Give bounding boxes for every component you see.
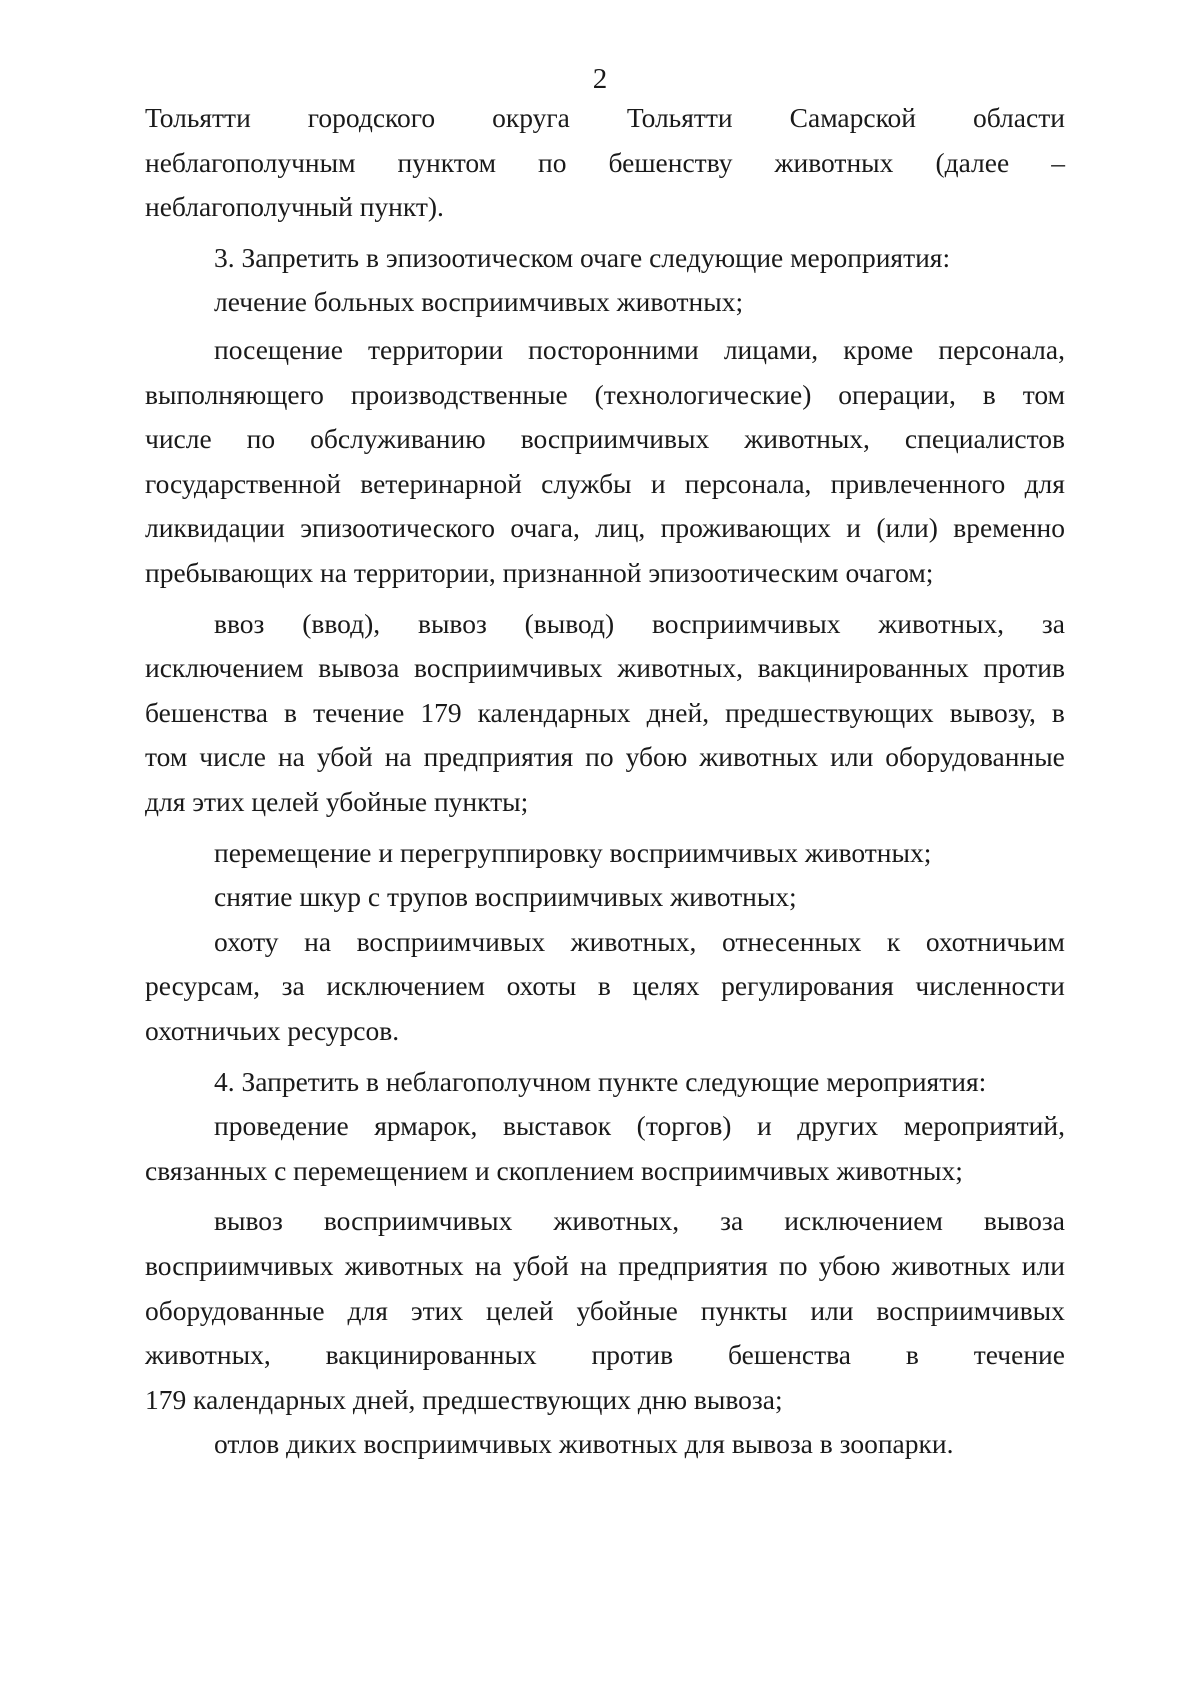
- word: восприимчивых: [356, 926, 546, 957]
- word: животных,: [553, 1205, 680, 1236]
- word: кроме: [843, 334, 914, 365]
- word: животных: [774, 147, 894, 178]
- word: (или): [876, 512, 938, 543]
- text-line: 4. Запретить в неблагополучном пункте следующие мероприятия:: [214, 1066, 987, 1097]
- word: восприимчивых: [651, 608, 841, 639]
- word: округа: [492, 102, 570, 133]
- word: городского: [307, 102, 436, 133]
- word: восприимчивых: [145, 1250, 334, 1281]
- text-line: [214, 333, 1065, 367]
- word: в: [905, 1339, 919, 1370]
- word: для: [1024, 468, 1065, 499]
- word: численности: [915, 970, 1065, 1001]
- word: животных,: [878, 608, 1005, 639]
- word: посторонними: [528, 334, 699, 365]
- word: животных,: [617, 652, 743, 683]
- word: восприимчивых: [323, 1205, 513, 1236]
- word: территории: [368, 334, 504, 365]
- word: этих: [410, 1295, 464, 1326]
- text-line: неблагополучный пункт).: [145, 191, 444, 222]
- word: оборудованные: [145, 1295, 325, 1326]
- text-line: перемещение и перегруппировку восприимчивых животных;: [214, 837, 932, 868]
- word: или: [1021, 1250, 1065, 1281]
- word: животных: [699, 741, 819, 772]
- word: за: [1041, 608, 1065, 639]
- word: привлеченного: [830, 468, 1006, 499]
- word: выставок: [502, 1110, 612, 1141]
- text-line: отлов диких восприимчивых животных для вывоза в зоопарки.: [214, 1428, 954, 1459]
- word: животных: [891, 1250, 1011, 1281]
- word: охоту: [214, 926, 279, 957]
- word: оборудованные: [885, 741, 1065, 772]
- word: в: [284, 697, 298, 728]
- word: выполняющего: [145, 379, 324, 410]
- word: бешенства: [728, 1339, 851, 1370]
- word: предшествующих: [725, 697, 934, 728]
- word: (вывод): [524, 608, 615, 639]
- word: производственные: [350, 379, 568, 410]
- word: убой: [316, 741, 373, 772]
- text-line: [214, 1109, 1065, 1143]
- word: или: [830, 741, 874, 772]
- word: к: [886, 926, 901, 957]
- word: 179: [420, 697, 462, 728]
- word: охотничьим: [925, 926, 1065, 957]
- word: (торгов): [636, 1110, 732, 1141]
- text-line: [145, 378, 1065, 412]
- word: –: [1051, 147, 1065, 178]
- word: очага,: [510, 512, 580, 543]
- word: специалистов: [904, 423, 1065, 454]
- word: по: [538, 147, 567, 178]
- word: целях: [632, 970, 700, 1001]
- word: мероприятий,: [903, 1110, 1065, 1141]
- word: числе: [199, 741, 266, 772]
- word: и: [757, 1110, 772, 1141]
- text-line: [214, 925, 1065, 959]
- word: ветеринарной: [360, 468, 522, 499]
- text-line: связанных с перемещением и скоплением восприимчивых животных;: [145, 1155, 963, 1186]
- word: календарных: [477, 697, 631, 728]
- word: неблагополучным: [145, 147, 356, 178]
- text-line: [145, 1294, 1065, 1328]
- word: Самарской: [789, 102, 916, 133]
- word: вакцинированных: [325, 1339, 537, 1370]
- word: убою: [818, 1250, 881, 1281]
- word: убойные: [576, 1295, 678, 1326]
- word: посещение: [214, 334, 343, 365]
- word: числе: [145, 423, 212, 454]
- word: на: [384, 741, 412, 772]
- text-line: снятие шкур с трупов восприимчивых животных;: [214, 881, 797, 912]
- text-line: [145, 1249, 1065, 1283]
- word: в: [982, 379, 996, 410]
- word: по: [246, 423, 276, 454]
- word: вывоз: [417, 608, 487, 639]
- word: предприятия: [618, 1250, 768, 1281]
- text-line: [145, 101, 1065, 135]
- word: пунктом: [397, 147, 497, 178]
- word: восприимчивых: [414, 652, 603, 683]
- word: государственной: [145, 468, 341, 499]
- word: в: [597, 970, 611, 1001]
- word: ресурсам,: [145, 970, 261, 1001]
- word: персонала,: [938, 334, 1065, 365]
- text-line: [214, 1204, 1065, 1238]
- text-line: пребывающих на территории, признанной эпизоотическим очагом;: [145, 557, 934, 588]
- word: исключением: [326, 970, 485, 1001]
- word: или: [810, 1295, 854, 1326]
- word: ярмарок,: [374, 1110, 478, 1141]
- text-line: [145, 969, 1065, 1003]
- word: пункты: [700, 1295, 788, 1326]
- page-number: 2: [592, 63, 608, 95]
- text-line: [145, 740, 1065, 774]
- text-line: [214, 607, 1065, 641]
- word: на: [474, 1250, 502, 1281]
- word: эпизоотического: [300, 512, 496, 543]
- word: области: [973, 102, 1065, 133]
- text-line: [145, 1338, 1065, 1372]
- word: бешенства: [145, 697, 268, 728]
- word: отнесенных: [721, 926, 862, 957]
- text-line: для этих целей убойные пункты;: [145, 786, 529, 817]
- word: обслуживанию: [310, 423, 486, 454]
- word: временно: [953, 512, 1065, 543]
- word: охоты: [506, 970, 577, 1001]
- word: (ввод),: [302, 608, 381, 639]
- word: службы: [541, 468, 632, 499]
- word: ликвидации: [145, 512, 285, 543]
- word: целей: [486, 1295, 554, 1326]
- word: предприятия: [423, 741, 574, 772]
- text-line: [145, 422, 1065, 456]
- word: том: [1022, 379, 1065, 410]
- word: ввоз: [214, 608, 265, 639]
- text-line: [145, 511, 1065, 545]
- text-line: [145, 651, 1065, 685]
- word: течение: [313, 697, 405, 728]
- word: для: [347, 1295, 388, 1326]
- text-line: 179 календарных дней, предшествующих дню вывоза;: [145, 1384, 783, 1415]
- text-line: лечение больных восприимчивых животных;: [214, 286, 744, 317]
- word: вывоза: [983, 1205, 1065, 1236]
- word: за: [720, 1205, 744, 1236]
- text-line: [145, 146, 1065, 180]
- word: вывоза: [318, 652, 400, 683]
- word: проведение: [214, 1110, 349, 1141]
- word: течение: [973, 1339, 1065, 1370]
- word: других: [797, 1110, 879, 1141]
- text-line: охотничьих ресурсов.: [145, 1015, 400, 1046]
- word: в: [1051, 697, 1065, 728]
- word: исключением: [145, 652, 304, 683]
- word: за: [281, 970, 305, 1001]
- word: животных,: [744, 423, 870, 454]
- word: на: [580, 1250, 608, 1281]
- word: Тольятти: [145, 102, 251, 133]
- text-line: [145, 696, 1065, 730]
- word: регулирования: [721, 970, 894, 1001]
- word: проживающих: [660, 512, 831, 543]
- word: убой: [513, 1250, 569, 1281]
- word: против: [591, 1339, 674, 1370]
- word: дней,: [646, 697, 710, 728]
- word: и: [846, 512, 861, 543]
- word: животных,: [570, 926, 697, 957]
- word: восприимчивых: [520, 423, 710, 454]
- word: вывоз: [214, 1205, 283, 1236]
- word: по: [779, 1250, 808, 1281]
- word: против: [983, 652, 1065, 683]
- word: восприимчивых: [876, 1295, 1065, 1326]
- word: том: [145, 741, 188, 772]
- word: персонала,: [684, 468, 812, 499]
- word: вакцинированных: [757, 652, 969, 683]
- word: животных: [344, 1250, 464, 1281]
- word: животных,: [145, 1339, 271, 1370]
- word: вывозу,: [949, 697, 1036, 728]
- word: на: [304, 926, 332, 957]
- word: исключением: [784, 1205, 943, 1236]
- text-line: 3. Запретить в эпизоотическом очаге следующие мероприятия:: [214, 242, 951, 273]
- word: убою: [625, 741, 688, 772]
- word: и: [650, 468, 666, 499]
- word: лицами,: [723, 334, 819, 365]
- word: на: [277, 741, 305, 772]
- word: бешенству: [608, 147, 733, 178]
- word: (технологические): [594, 379, 812, 410]
- word: операции,: [838, 379, 956, 410]
- text-line: [145, 467, 1065, 501]
- word: (далее: [935, 147, 1010, 178]
- word: Тольятти: [626, 102, 733, 133]
- word: лиц,: [595, 512, 646, 543]
- word: по: [585, 741, 614, 772]
